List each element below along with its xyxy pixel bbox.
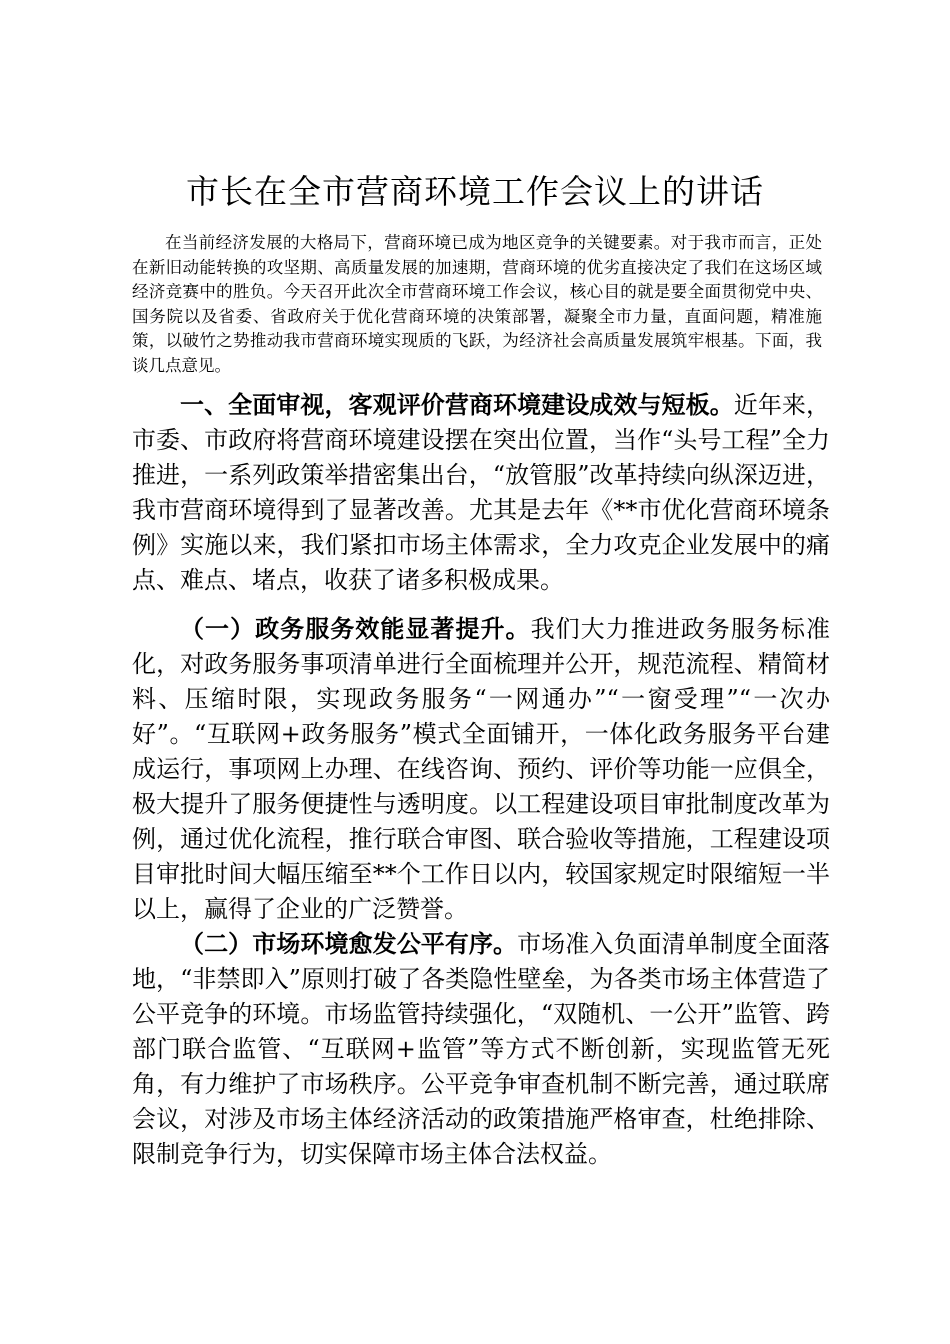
- intro-paragraph: 在当前经济发展的大格局下，营商环境已成为地区竞争的关键要素。对于我市而言，正处在新旧动能转换的攻坚期、高质量发展的加速期，营商环境的优劣直接决定了我们在这场区域经济竞赛中的胜负。今天召开此次全市营商环境工作会议，核心目的就是要全面贯彻党中央、国务院以及省委、省政府关于优化营商环境的决策部署，凝聚全市力量，直面问题，精准施策，以破竹之势推动我市营商环境实现质的飞跃，为经济社会高质量发展筑牢根基。下面，我谈几点意见。: [132, 233, 822, 375]
- section-heading-1: 一、全面审视，客观评价营商环境建设成效与短板。: [180, 390, 734, 419]
- section-heading-3: （二）市场环境愈发公平有序。: [180, 929, 518, 958]
- section-heading-2: （一）政务服务效能显著提升。: [180, 614, 531, 643]
- section-paragraph-3: [132, 926, 830, 1172]
- section-body-2: 我们大力推进政务服务标准化，对政务服务事项清单进行全面梳理并公开，规范流程、精简材料、压缩时限，实现政务服务“一网通办”“一窗受理”“一次办好”。“互联网+政务服务”模式全面铺开，一体化政务服务平台建成运行，事项网上办理、在线咨询、预约、评价等功能一应俱全，极大提升了服务便捷性与透明度。以工程建设项目审批制度改革为例，通过优化流程，推行联合审图、联合验收等措施，工程建设项目审批时间大幅压缩至**个工作日以内，较国家规定时限缩短一半以上，赢得了企业的广泛赞誉。: [132, 615, 831, 923]
- section-body-1: 近年来，市委、市政府将营商环境建设摆在突出位置，当作“头号工程”全力推进，一系列政策举措密集出台，“放管服”改革持续向纵深迈进，我市营商环境得到了显著改善。尤其是去年《**市优化营商环境条例》实施以来，我们紧扣市场主体需求，全力攻克企业发展中的痛点、难点、堵点，收获了诸多积极成果。: [132, 391, 831, 594]
- section-paragraph-2: [132, 611, 830, 927]
- section-body-3: 市场准入负面清单制度全面落地，“非禁即入”原则打破了各类隐性壁垒，为各类市场主体营造了公平竞争的环境。市场监管持续强化，“双随机、一公开”监管、跨部门联合监管、“互联网+监管”等方式不断创新，实现监管无死角，有力维护了市场秩序。公平竞争审查机制不断完善，通过联席会议，对涉及市场主体经济活动的政策措施严格审查，杜绝排除、限制竞争行为，切实保障市场主体合法权益。: [132, 930, 831, 1168]
- section-paragraph-1: [132, 387, 830, 598]
- document-title: 市长在全市营商环境工作会议上的讲话: [186, 172, 764, 211]
